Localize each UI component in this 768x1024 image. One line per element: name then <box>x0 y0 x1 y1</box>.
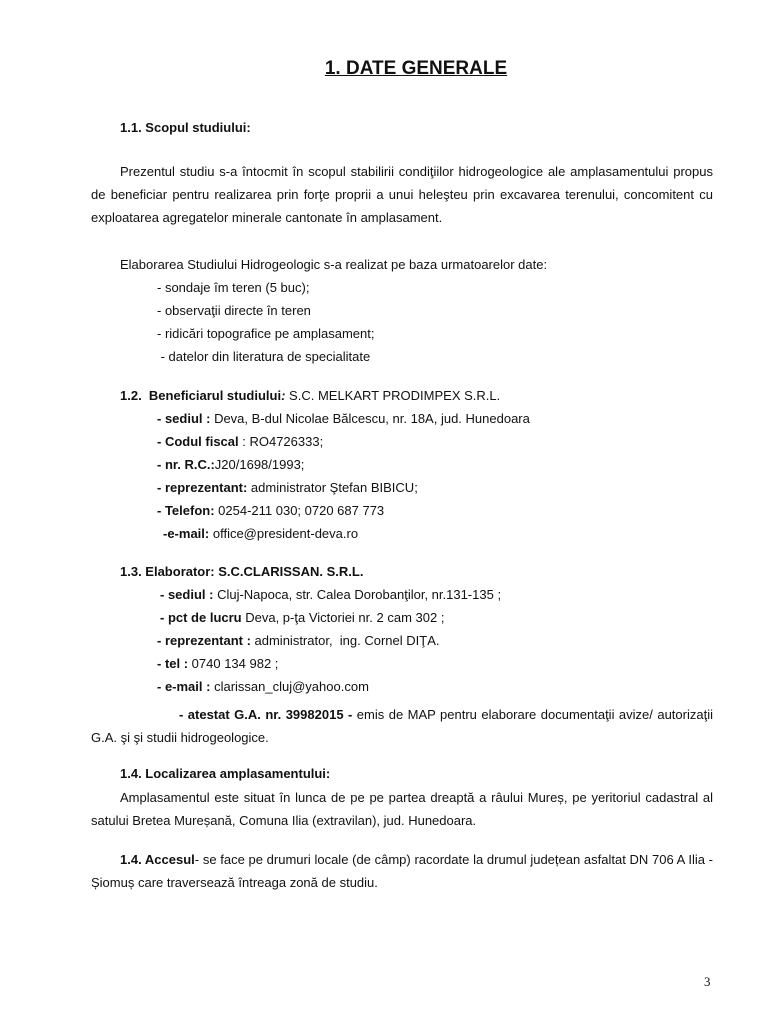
row-value: Deva, p-ţa Victoriei nr. 2 cam 302 ; <box>241 610 445 625</box>
elaborator-row <box>157 633 439 648</box>
section-1-2-heading <box>120 388 500 403</box>
section-1-1-heading: 1.1. Scopul studiului: <box>120 120 251 135</box>
elaborator-row <box>160 587 501 602</box>
row-value: 0740 134 982 ; <box>188 656 279 671</box>
beneficiary-row <box>157 411 530 426</box>
row-label: - reprezentant: <box>157 480 248 495</box>
elaborator-row <box>160 610 444 625</box>
section-1-4-paragraph: Amplasamentul este situat în lunca de pe pe partea dreaptă a râului Mureș, pe yeritoriul cadastral al satului Bretea Mureșană, Comuna Ilia (extravilan), jud. Hunedoara. <box>91 790 713 828</box>
row-label: - Telefon: <box>157 503 215 518</box>
row-label: - tel : <box>157 656 189 671</box>
page-title: 1. DATE GENERALE <box>324 58 508 79</box>
row-value: administrator Ştefan BIBICU; <box>247 480 418 495</box>
row-label: - Codul fiscal <box>157 434 239 449</box>
access-paragraph <box>91 848 713 894</box>
row-label: - sediul : <box>160 587 214 602</box>
access-text: - se face pe drumuri locale (de câmp) racordate la drumul județean asfaltat DN 706 A Ilia - Șiomuș care traversează întreaga zonă de studiu. <box>91 852 713 890</box>
row-label: - sediul : <box>157 411 211 426</box>
atestat-text: emis de MAP pentru elaborare documentaţii avize/ autorizaţii G.A. şi şi studii hidrogeologice. <box>91 707 713 745</box>
atestat-paragraph <box>91 703 713 749</box>
row-value: clarissan_cluj@yahoo.com <box>210 679 369 694</box>
beneficiary-row <box>157 480 418 495</box>
row-value: administrator, ing. Cornel DIŢA. <box>250 633 440 648</box>
beneficiary-row <box>157 503 384 518</box>
elaborator-row <box>157 679 369 694</box>
beneficiary-company: S.C. MELKART PRODIMPEX S.R.L. <box>285 388 501 403</box>
beneficiary-row <box>163 526 358 541</box>
row-label: - e-mail : <box>157 679 211 694</box>
section-1-4-heading: 1.4. Localizarea amplasamentului: <box>120 766 331 781</box>
page-number: 3 <box>704 974 711 989</box>
row-value: J20/1698/1993; <box>214 457 305 472</box>
access-label: 1.4. Accesul <box>120 852 195 867</box>
row-value: Deva, B-dul Nicolae Bălcescu, nr. 18A, jud. Hunedoara <box>210 411 530 426</box>
row-label: -e-mail: <box>163 526 210 541</box>
section-1-3-heading: 1.3. Elaborator: S.C.CLARISSAN. S.R.L. <box>120 564 364 579</box>
section-1-2-colon: : <box>281 388 286 403</box>
beneficiary-row <box>157 434 323 449</box>
data-source-item: - ridicări topografice pe amplasament; <box>157 326 375 341</box>
row-value: Cluj-Napoca, str. Calea Dorobanţilor, nr.131-135 ; <box>213 587 502 602</box>
row-label: - nr. R.C.: <box>157 457 215 472</box>
row-value: 0254-211 030; 0720 687 773 <box>214 503 385 518</box>
atestat-label: - atestat G.A. nr. 39982015 - <box>179 707 353 722</box>
row-value: office@president-deva.ro <box>209 526 359 541</box>
row-value: : RO4726333; <box>238 434 324 449</box>
elaborator-row <box>157 656 278 671</box>
data-source-item: - observaţii directe în teren <box>157 303 311 318</box>
section-1-1-paragraph: Prezentul studiu s-a întocmit în scopul stabilirii condiţiilor hidrogeologice ale amplasamentului propus de beneficiar pentru realizarea prin forţe proprii a unui heleşteu prin excavarea terenului, concomitent cu exploatarea agregatelor minerale cantonate în amplasament. <box>91 164 713 225</box>
beneficiary-row <box>157 457 304 472</box>
row-label: - reprezentant : <box>157 633 251 648</box>
row-label: - pct de lucru <box>160 610 242 625</box>
data-source-item: - sondaje îm teren (5 buc); <box>157 280 310 295</box>
section-1-2-label: 1.2. Beneficiarul studiului <box>120 388 282 403</box>
data-source-item: - datelor din literatura de specialitate <box>157 349 371 364</box>
data-sources-intro: Elaborarea Studiului Hidrogeologic s-a realizat pe baza urmatoarelor date: <box>120 257 548 272</box>
